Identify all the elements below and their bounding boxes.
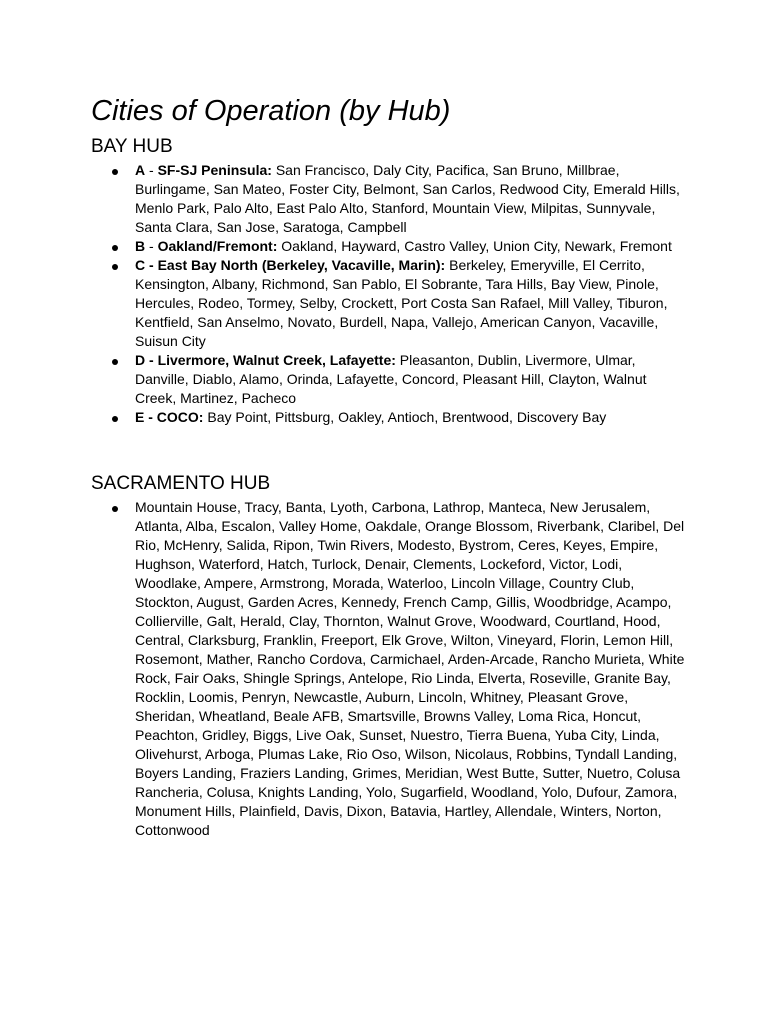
region-name: Livermore, Walnut Creek, Lafayette: bbox=[157, 352, 396, 368]
bullet-icon bbox=[112, 359, 118, 365]
region-separator: - bbox=[144, 409, 157, 425]
region-code: A bbox=[135, 162, 146, 178]
region-cities: Berkeley, Emeryville, El Cerrito, Kensington, Albany, Richmond, San Pablo, El Sobrante, Tara Hills, Bay View, Pinole, Hercules, Rodeo, Tormey, Selby, Crockett, Port Costa San Rafael, Mill Valley, Tiburon, Kentfield, San Anselmo, Novato, Burdell, Napa, Vallejo, American Canyon, Vacaville, Suisun City bbox=[135, 257, 668, 349]
region-code: B bbox=[135, 238, 146, 254]
region-separator: - bbox=[145, 238, 158, 254]
bullet-icon bbox=[112, 245, 118, 251]
region-cities: Pleasanton, Dublin, Livermore, Ulmar, Danville, Diablo, Alamo, Orinda, Lafayette, Concord, Pleasant Hill, Clayton, Walnut Creek, Martinez, Pacheco bbox=[135, 352, 647, 406]
list-item bbox=[0, 161, 768, 237]
document-title: Cities of Operation (by Hub) bbox=[91, 95, 451, 127]
region-name: SF-SJ Peninsula: bbox=[157, 162, 272, 178]
list-item-text bbox=[135, 408, 685, 427]
bullet-icon bbox=[112, 416, 118, 422]
list-item bbox=[0, 408, 768, 427]
region-code: D bbox=[135, 352, 146, 368]
list-item-text bbox=[135, 256, 685, 351]
list-item bbox=[0, 256, 768, 351]
bullet-icon bbox=[112, 506, 118, 512]
bullet-icon bbox=[112, 264, 118, 270]
region-separator: - bbox=[145, 257, 158, 273]
list-item-text bbox=[135, 237, 685, 256]
region-separator: - bbox=[145, 162, 158, 178]
list-item bbox=[0, 237, 768, 256]
list-item bbox=[0, 498, 768, 840]
region-code: C bbox=[135, 257, 146, 273]
region-separator: - bbox=[145, 352, 158, 368]
list-item-text bbox=[135, 161, 685, 237]
sacramento-hub-list bbox=[0, 498, 768, 840]
region-name: COCO: bbox=[156, 409, 204, 425]
bullet-icon bbox=[112, 169, 118, 175]
region-name: Oakland/Fremont: bbox=[157, 238, 278, 254]
bay-hub-heading: BAY HUB bbox=[91, 136, 173, 157]
region-code: E bbox=[135, 409, 145, 425]
region-name: East Bay North (Berkeley, Vacaville, Marin): bbox=[157, 257, 446, 273]
region-cities: Oakland, Hayward, Castro Valley, Union City, Newark, Fremont bbox=[277, 238, 672, 254]
list-item-text bbox=[135, 351, 685, 408]
region-cities: San Francisco, Daly City, Pacifica, San Bruno, Millbrae, Burlingame, San Mateo, Foster City, Belmont, San Carlos, Redwood City, Emerald Hills, Menlo Park, Palo Alto, East Palo Alto, Stanford, Mountain View, Milpitas, Sunnyvale, Santa Clara, San Jose, Saratoga, Campbell bbox=[135, 162, 680, 235]
list-item bbox=[0, 351, 768, 408]
region-cities: Bay Point, Pittsburg, Oakley, Antioch, Brentwood, Discovery Bay bbox=[203, 409, 607, 425]
sacramento-hub-heading: SACRAMENTO HUB bbox=[91, 473, 271, 494]
bay-hub-list bbox=[0, 161, 768, 427]
list-item-text: Mountain House, Tracy, Banta, Lyoth, Carbona, Lathrop, Manteca, New Jerusalem, Atlanta, Alba, Escalon, Valley Home, Oakdale, Orange Blossom, Riverbank, Claribel, Del Rio, McHenry, Salida, Ripon, Twin Rivers, Modesto, Bystrom, Ceres, Keyes, Empire, Hughson, Waterford, Hatch, Turlock, Denair, Clements, Lockeford, Victor, Lodi, Woodlake, Ampere, Armstrong, Morada, Waterloo, Lincoln Village, Country Club, Stockton, August, Garden Acres, Kennedy, French Camp, Gillis, Woodbridge, Acampo, Collierville, Galt, Herald, Clay, Thornton, Walnut Grove, Woodward, Courtland, Hood, Central, Clarksburg, Franklin, Freeport, Elk Grove, Wilton, Vineyard, Florin, Lemon Hill, Rosemont, Mather, Rancho Cordova, Carmichael, Arden-Arcade, Rancho Murieta, White Rock, Fair Oaks, Shingle Springs, Antelope, Rio Linda, Elverta, Roseville, Granite Bay, Rocklin, Loomis, Penryn, Newcastle, Auburn, Lincoln, Whitney, Pleasant Grove, Sheridan, Wheatland, Beale AFB, Smartsville, Browns Valley, Loma Rica, Honcut, Peachton, Gridley, Biggs, Live Oak, Sunset, Nuestro, Tierra Buena, Yuba City, Linda, Olivehurst, Arboga, Plumas Lake, Rio Oso, Wilson, Nicolaus, Robbins, Tyndall Landing, Boyers Landing, Fraziers Landing, Grimes, Meridian, West Butte, Sutter, Nuetro, Colusa Rancheria, Colusa, Knights Landing, Yolo, Sugarfield, Woodland, Yolo, Dufour, Zamora, Monument Hills, Plainfield, Davis, Dixon, Batavia, Hartley, Allendale, Winters, Norton, Cottonwood bbox=[135, 499, 685, 838]
